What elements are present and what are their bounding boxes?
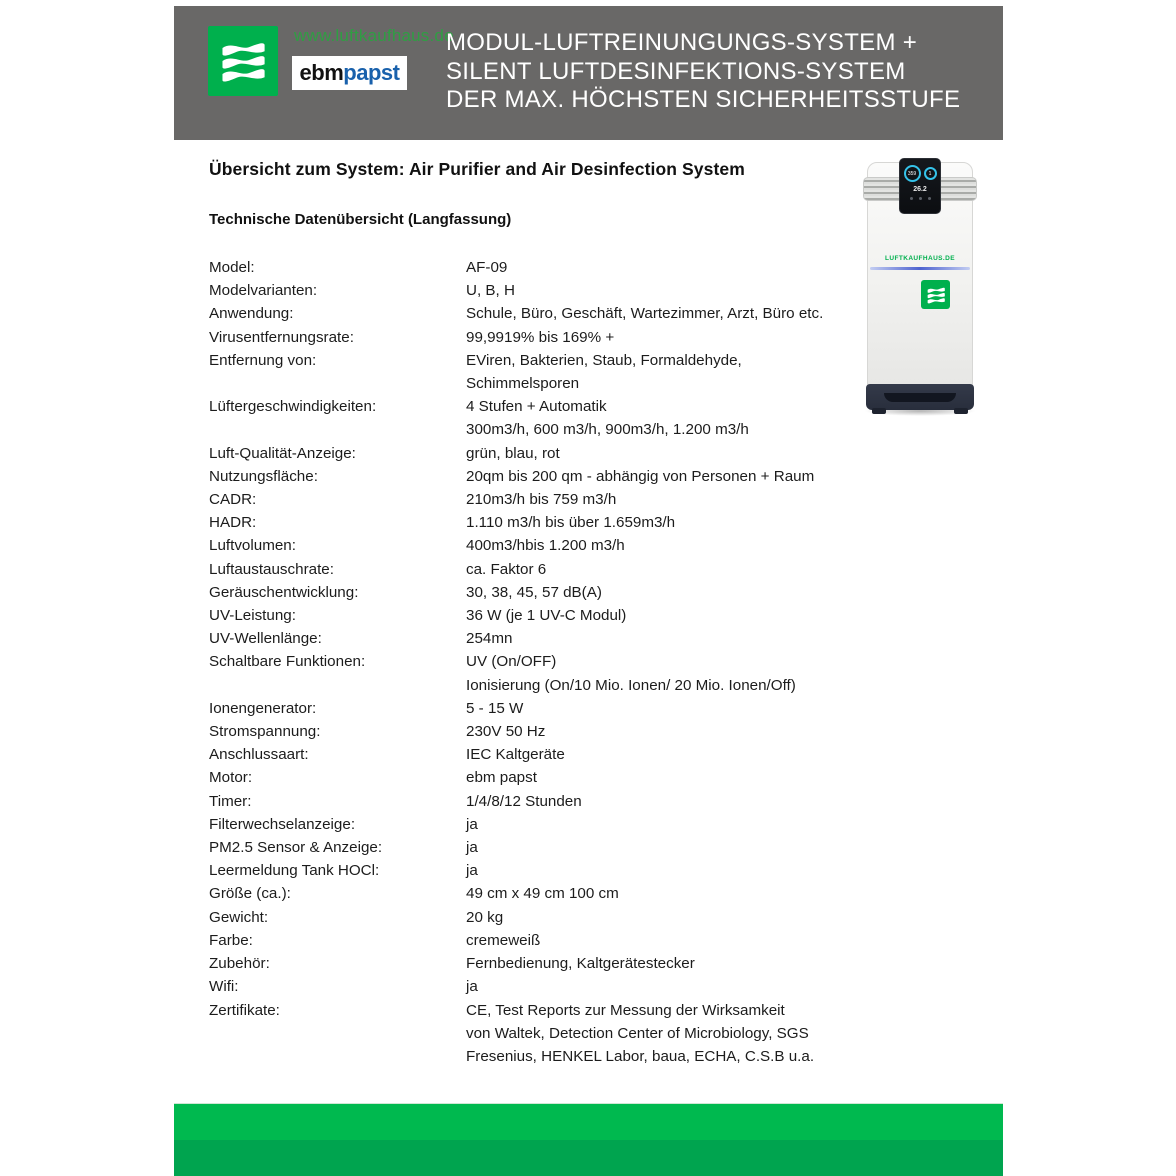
spec-label: Luftaustauschrate: [209, 560, 334, 578]
spec-row [209, 929, 869, 952]
spec-label: Luftvolumen: [209, 537, 296, 555]
spec-value: 400m3/hbis 1.200 m3/h [466, 537, 625, 555]
website-url-link[interactable]: www.luftkaufhaus.de [294, 26, 454, 45]
spec-label: Schaltbare Funktionen: [209, 653, 366, 671]
product-blue-stripe [870, 267, 970, 270]
spec-label: Farbe: [209, 931, 253, 949]
spec-value: 20qm bis 200 qm - abhängig von Personen + Raum [466, 467, 815, 485]
ebmpapst-logo-papst: papst [343, 60, 400, 85]
spec-row [209, 442, 869, 465]
spec-row [209, 511, 869, 534]
document-title [446, 29, 960, 115]
spec-value: Fernbedienung, Kaltgerätestecker [466, 955, 695, 973]
product-logo-icon [921, 280, 950, 309]
spec-value: CE, Test Reports zur Messung der Wirksamkeit von Waltek, Detection Center of Microbiology, SGS Fresenius, HENKEL Labor, baua, ECHA, C.S.B u.a. [466, 1001, 815, 1065]
spec-label: Model: [209, 259, 255, 276]
spec-row [209, 697, 869, 720]
spec-row [209, 790, 869, 813]
spec-label: Nutzungsfläche: [209, 467, 318, 485]
spec-label: Anwendung: [209, 305, 294, 323]
display-gauge-right: 1 [924, 167, 937, 180]
spec-row [209, 326, 869, 349]
spec-value: 1.110 m3/h bis über 1.659m3/h [466, 514, 676, 532]
spec-row [209, 256, 869, 279]
spec-value: 20 kg [466, 908, 504, 926]
spec-row [209, 465, 869, 488]
spec-label: CADR: [209, 491, 257, 509]
product-base [866, 384, 974, 410]
spec-row [209, 975, 869, 998]
header-band [174, 6, 1003, 140]
spec-label: Filterwechselanzeige: [209, 815, 356, 833]
spec-value: grün, blau, rot [466, 444, 560, 462]
spec-value: IEC Kaltgeräte [466, 746, 565, 764]
spec-value: Schule, Büro, Geschäft, Wartezimmer, Arzt, Büro etc. [466, 305, 824, 323]
spec-label: Lüftergeschwindigkeiten: [209, 398, 377, 416]
spec-value: EViren, Bakterien, Staub, Formaldehyde, Schimmelsporen [466, 351, 742, 393]
product-brand-label: LUFTKAUFHAUS.DE [885, 255, 955, 262]
spec-row [209, 604, 869, 627]
spec-label: Ionengenerator: [209, 699, 317, 717]
spec-value: ebm papst [466, 769, 537, 787]
spec-label: Virusentfernungsrate: [209, 328, 354, 346]
spec-label: Größe (ca.): [209, 885, 291, 903]
document-title-line1: MODUL-LUFTREINUNGUNGS-SYSTEM + [446, 29, 918, 56]
spec-row [209, 650, 869, 696]
spec-row [209, 395, 869, 441]
spec-value: 210m3/h bis 759 m3/h [466, 491, 617, 509]
spec-value: 4 Stufen + Automatik 300m3/h, 600 m3/h, 900m3/h, 1.200 m3/h [466, 398, 749, 439]
spec-row [209, 813, 869, 836]
document-title-line3: DER MAX. HÖCHSTEN SICHERHEITSSTUFE [446, 86, 961, 113]
spec-value: AF-09 [466, 259, 508, 276]
product-foot-right [954, 408, 968, 414]
spec-label: Entfernung von: [209, 351, 317, 369]
spec-label: Timer: [209, 792, 252, 810]
page-title: Übersicht zum System: Air Purifier and Air Desinfection System [209, 159, 745, 179]
spec-row [209, 349, 869, 395]
spec-row [209, 627, 869, 650]
spec-label: PM2.5 Sensor & Anzeige: [209, 839, 383, 857]
spec-label: Luft-Qualität-Anzeige: [209, 444, 356, 462]
spec-label: Leermeldung Tank HOCl: [209, 862, 380, 880]
footer-band [174, 1103, 1003, 1176]
spec-value: ja [466, 978, 478, 996]
spec-value: 5 - 15 W [466, 699, 524, 717]
document-title-line2: SILENT LUFTDESINFEKTIONS-SYSTEM [446, 57, 906, 85]
spec-row [209, 952, 869, 975]
spec-value: ca. Faktor 6 [466, 560, 547, 578]
spec-label: Anschlussaart: [209, 746, 309, 764]
spec-row [209, 558, 869, 581]
display-reading: 26.2 [913, 186, 927, 193]
section-subtitle: Technische Datenübersicht (Langfassung) [209, 211, 512, 228]
spec-value: 1/4/8/12 Stunden [466, 792, 582, 810]
spec-value: U, B, H [466, 282, 515, 300]
spec-label: Geräuschentwicklung: [209, 583, 359, 601]
spec-row [209, 906, 869, 929]
spec-label: Zertifikate: [209, 1001, 280, 1019]
spec-label: UV-Wellenlänge: [209, 630, 322, 648]
luftkaufhaus-logo-icon [208, 26, 278, 96]
spec-label: HADR: [209, 514, 257, 532]
product-image [864, 158, 976, 414]
spec-row [209, 720, 869, 743]
spec-label: Gewicht: [209, 908, 269, 926]
spec-label: UV-Leistung: [209, 607, 296, 625]
spec-value: ja [466, 815, 478, 833]
spec-row [209, 534, 869, 557]
footer-band-top [174, 1103, 1003, 1140]
spec-row [209, 859, 869, 882]
spec-label: Zubehör: [209, 955, 270, 973]
spec-row [209, 279, 869, 302]
spec-row [209, 766, 869, 789]
ebmpapst-logo-ebm: ebm [299, 60, 344, 85]
spec-row [209, 581, 869, 604]
spec-value: 49 cm x 49 cm 100 cm [466, 885, 619, 903]
ebmpapst-logo [292, 56, 407, 90]
display-buttons [900, 197, 940, 200]
spec-label: Motor: [209, 769, 253, 787]
spec-value: 36 W (je 1 UV-C Modul) [466, 607, 627, 625]
spec-value: 254mn [466, 630, 513, 648]
spec-value: 30, 38, 45, 57 dB(A) [466, 583, 602, 601]
spec-value: cremeweiß [466, 931, 541, 949]
spec-row [209, 882, 869, 905]
spec-value: UV (On/OFF) Ionisierung (On/10 Mio. Ionen/ 20 Mio. Ionen/Off) [466, 653, 796, 694]
spec-value: ja [466, 862, 478, 880]
spec-row [209, 836, 869, 859]
spec-label: Modelvarianten: [209, 282, 318, 300]
spec-label: Stromspannung: [209, 723, 321, 741]
spec-value: 230V 50 Hz [466, 723, 546, 741]
product-foot-left [872, 408, 886, 414]
spec-row [209, 488, 869, 511]
display-gauge-left: 359 [904, 165, 921, 182]
spec-row [209, 302, 869, 325]
spec-value: ja [466, 839, 478, 857]
footer-band-bottom [174, 1140, 1003, 1176]
product-display-panel [899, 158, 941, 214]
spec-label: Wifi: [209, 978, 239, 996]
spec-table [209, 256, 869, 1068]
spec-row [209, 743, 869, 766]
spec-value: 99,9919% bis 169% + [466, 328, 615, 346]
product-base-handle [884, 393, 956, 402]
spec-row [209, 999, 869, 1069]
